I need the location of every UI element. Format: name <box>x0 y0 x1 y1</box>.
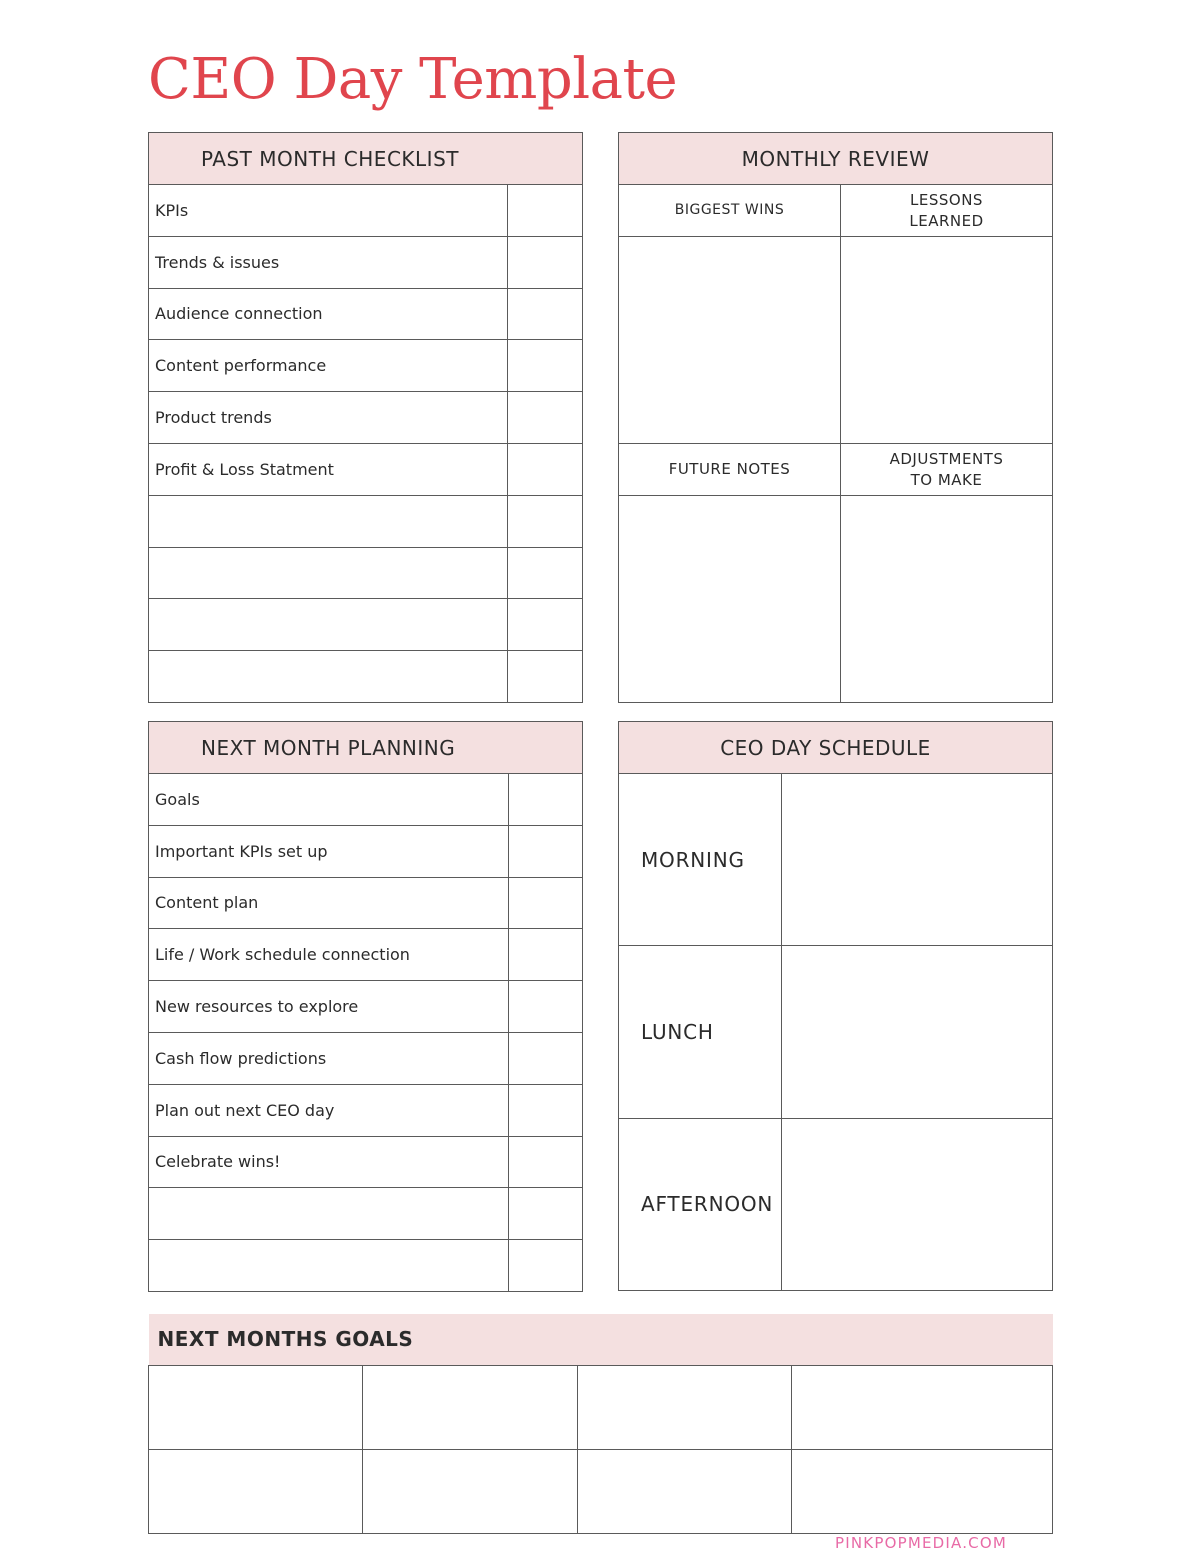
checklist-row <box>149 236 583 288</box>
checkbox-cell[interactable] <box>509 774 583 826</box>
planning-item: Plan out next CEO day <box>149 1084 509 1136</box>
next-month-header: NEXT MONTH PLANNING <box>149 722 583 774</box>
checklist-row <box>149 392 583 444</box>
checkbox-cell[interactable] <box>509 1136 583 1188</box>
planning-item: Life / Work schedule connection <box>149 929 509 981</box>
checkbox-cell[interactable] <box>508 495 583 547</box>
lessons-learned-label: LESSONS LEARNED <box>841 185 1053 237</box>
footer-website: PINKPOPMEDIA.COM <box>835 1534 1008 1552</box>
checkbox-cell[interactable] <box>508 547 583 599</box>
goal-cell[interactable] <box>149 1365 363 1449</box>
goal-cell[interactable] <box>363 1449 578 1533</box>
next-months-goals <box>148 1314 1053 1534</box>
checklist-item: Content performance <box>149 340 508 392</box>
checklist-item[interactable] <box>149 547 508 599</box>
planning-row <box>149 825 583 877</box>
checkbox-cell[interactable] <box>508 599 583 651</box>
schedule-slot-area[interactable] <box>782 946 1053 1118</box>
planning-item[interactable] <box>149 1240 509 1292</box>
goal-cell[interactable] <box>578 1449 792 1533</box>
checklist-row <box>149 599 583 651</box>
checkbox-cell[interactable] <box>509 1240 583 1292</box>
checkbox-cell[interactable] <box>509 1084 583 1136</box>
schedule-slot-label: AFTERNOON <box>619 1118 782 1290</box>
checklist-item[interactable] <box>149 651 508 703</box>
next-month-planning <box>148 721 583 1292</box>
checkbox-cell[interactable] <box>508 392 583 444</box>
past-month-checklist <box>148 132 583 703</box>
lessons-learned-area[interactable] <box>841 237 1053 444</box>
page-title: CEO Day Template <box>148 47 678 112</box>
checklist-row <box>149 288 583 340</box>
checkbox-cell[interactable] <box>508 340 583 392</box>
goal-cell[interactable] <box>792 1365 1053 1449</box>
checklist-item[interactable] <box>149 599 508 651</box>
planning-row <box>149 1032 583 1084</box>
schedule-slot-area[interactable] <box>782 774 1053 946</box>
checkbox-cell[interactable] <box>509 981 583 1033</box>
checklist-item: Product trends <box>149 392 508 444</box>
schedule-slot-area[interactable] <box>782 1118 1053 1290</box>
planning-item[interactable] <box>149 1188 509 1240</box>
planning-row <box>149 981 583 1033</box>
planning-row <box>149 1240 583 1292</box>
checkbox-cell[interactable] <box>509 825 583 877</box>
planning-row <box>149 1084 583 1136</box>
biggest-wins-area[interactable] <box>619 237 841 444</box>
checkbox-cell[interactable] <box>509 1188 583 1240</box>
future-notes-label: FUTURE NOTES <box>619 444 841 496</box>
checklist-item: KPIs <box>149 185 508 237</box>
planning-item: Celebrate wins! <box>149 1136 509 1188</box>
checklist-row <box>149 547 583 599</box>
schedule-slot-label: MORNING <box>619 774 782 946</box>
planning-row <box>149 774 583 826</box>
goals-header: NEXT MONTHS GOALS <box>149 1314 1053 1365</box>
monthly-review <box>618 132 1053 703</box>
checklist-row <box>149 651 583 703</box>
checklist-row <box>149 443 583 495</box>
goal-cell[interactable] <box>792 1449 1053 1533</box>
adjustments-area[interactable] <box>841 496 1053 703</box>
planning-row <box>149 929 583 981</box>
checklist-item: Profit & Loss Statment <box>149 443 508 495</box>
checkbox-cell[interactable] <box>508 185 583 237</box>
checkbox-cell[interactable] <box>508 651 583 703</box>
schedule-header: CEO DAY SCHEDULE <box>619 722 1053 774</box>
monthly-review-header: MONTHLY REVIEW <box>619 133 1053 185</box>
planning-item: Content plan <box>149 877 509 929</box>
checklist-item: Trends & issues <box>149 236 508 288</box>
past-month-header: PAST MONTH CHECKLIST <box>149 133 583 185</box>
ceo-day-schedule <box>618 721 1053 1291</box>
goal-cell[interactable] <box>578 1365 792 1449</box>
schedule-slot-label: LUNCH <box>619 946 782 1118</box>
checkbox-cell[interactable] <box>508 443 583 495</box>
planning-item: Cash flow predictions <box>149 1032 509 1084</box>
goal-cell[interactable] <box>363 1365 578 1449</box>
adjustments-label: ADJUSTMENTS TO MAKE <box>841 444 1053 496</box>
checkbox-cell[interactable] <box>509 929 583 981</box>
checkbox-cell[interactable] <box>509 1032 583 1084</box>
future-notes-area[interactable] <box>619 496 841 703</box>
checklist-row <box>149 185 583 237</box>
checkbox-cell[interactable] <box>509 877 583 929</box>
planning-row <box>149 1136 583 1188</box>
goal-cell[interactable] <box>149 1449 363 1533</box>
biggest-wins-label: BIGGEST WINS <box>619 185 841 237</box>
checkbox-cell[interactable] <box>508 288 583 340</box>
checklist-row <box>149 495 583 547</box>
planning-item: New resources to explore <box>149 981 509 1033</box>
checklist-item[interactable] <box>149 495 508 547</box>
checklist-row <box>149 340 583 392</box>
planning-row <box>149 1188 583 1240</box>
planning-item: Important KPIs set up <box>149 825 509 877</box>
checkbox-cell[interactable] <box>508 236 583 288</box>
planning-row <box>149 877 583 929</box>
checklist-item: Audience connection <box>149 288 508 340</box>
planning-item: Goals <box>149 774 509 826</box>
